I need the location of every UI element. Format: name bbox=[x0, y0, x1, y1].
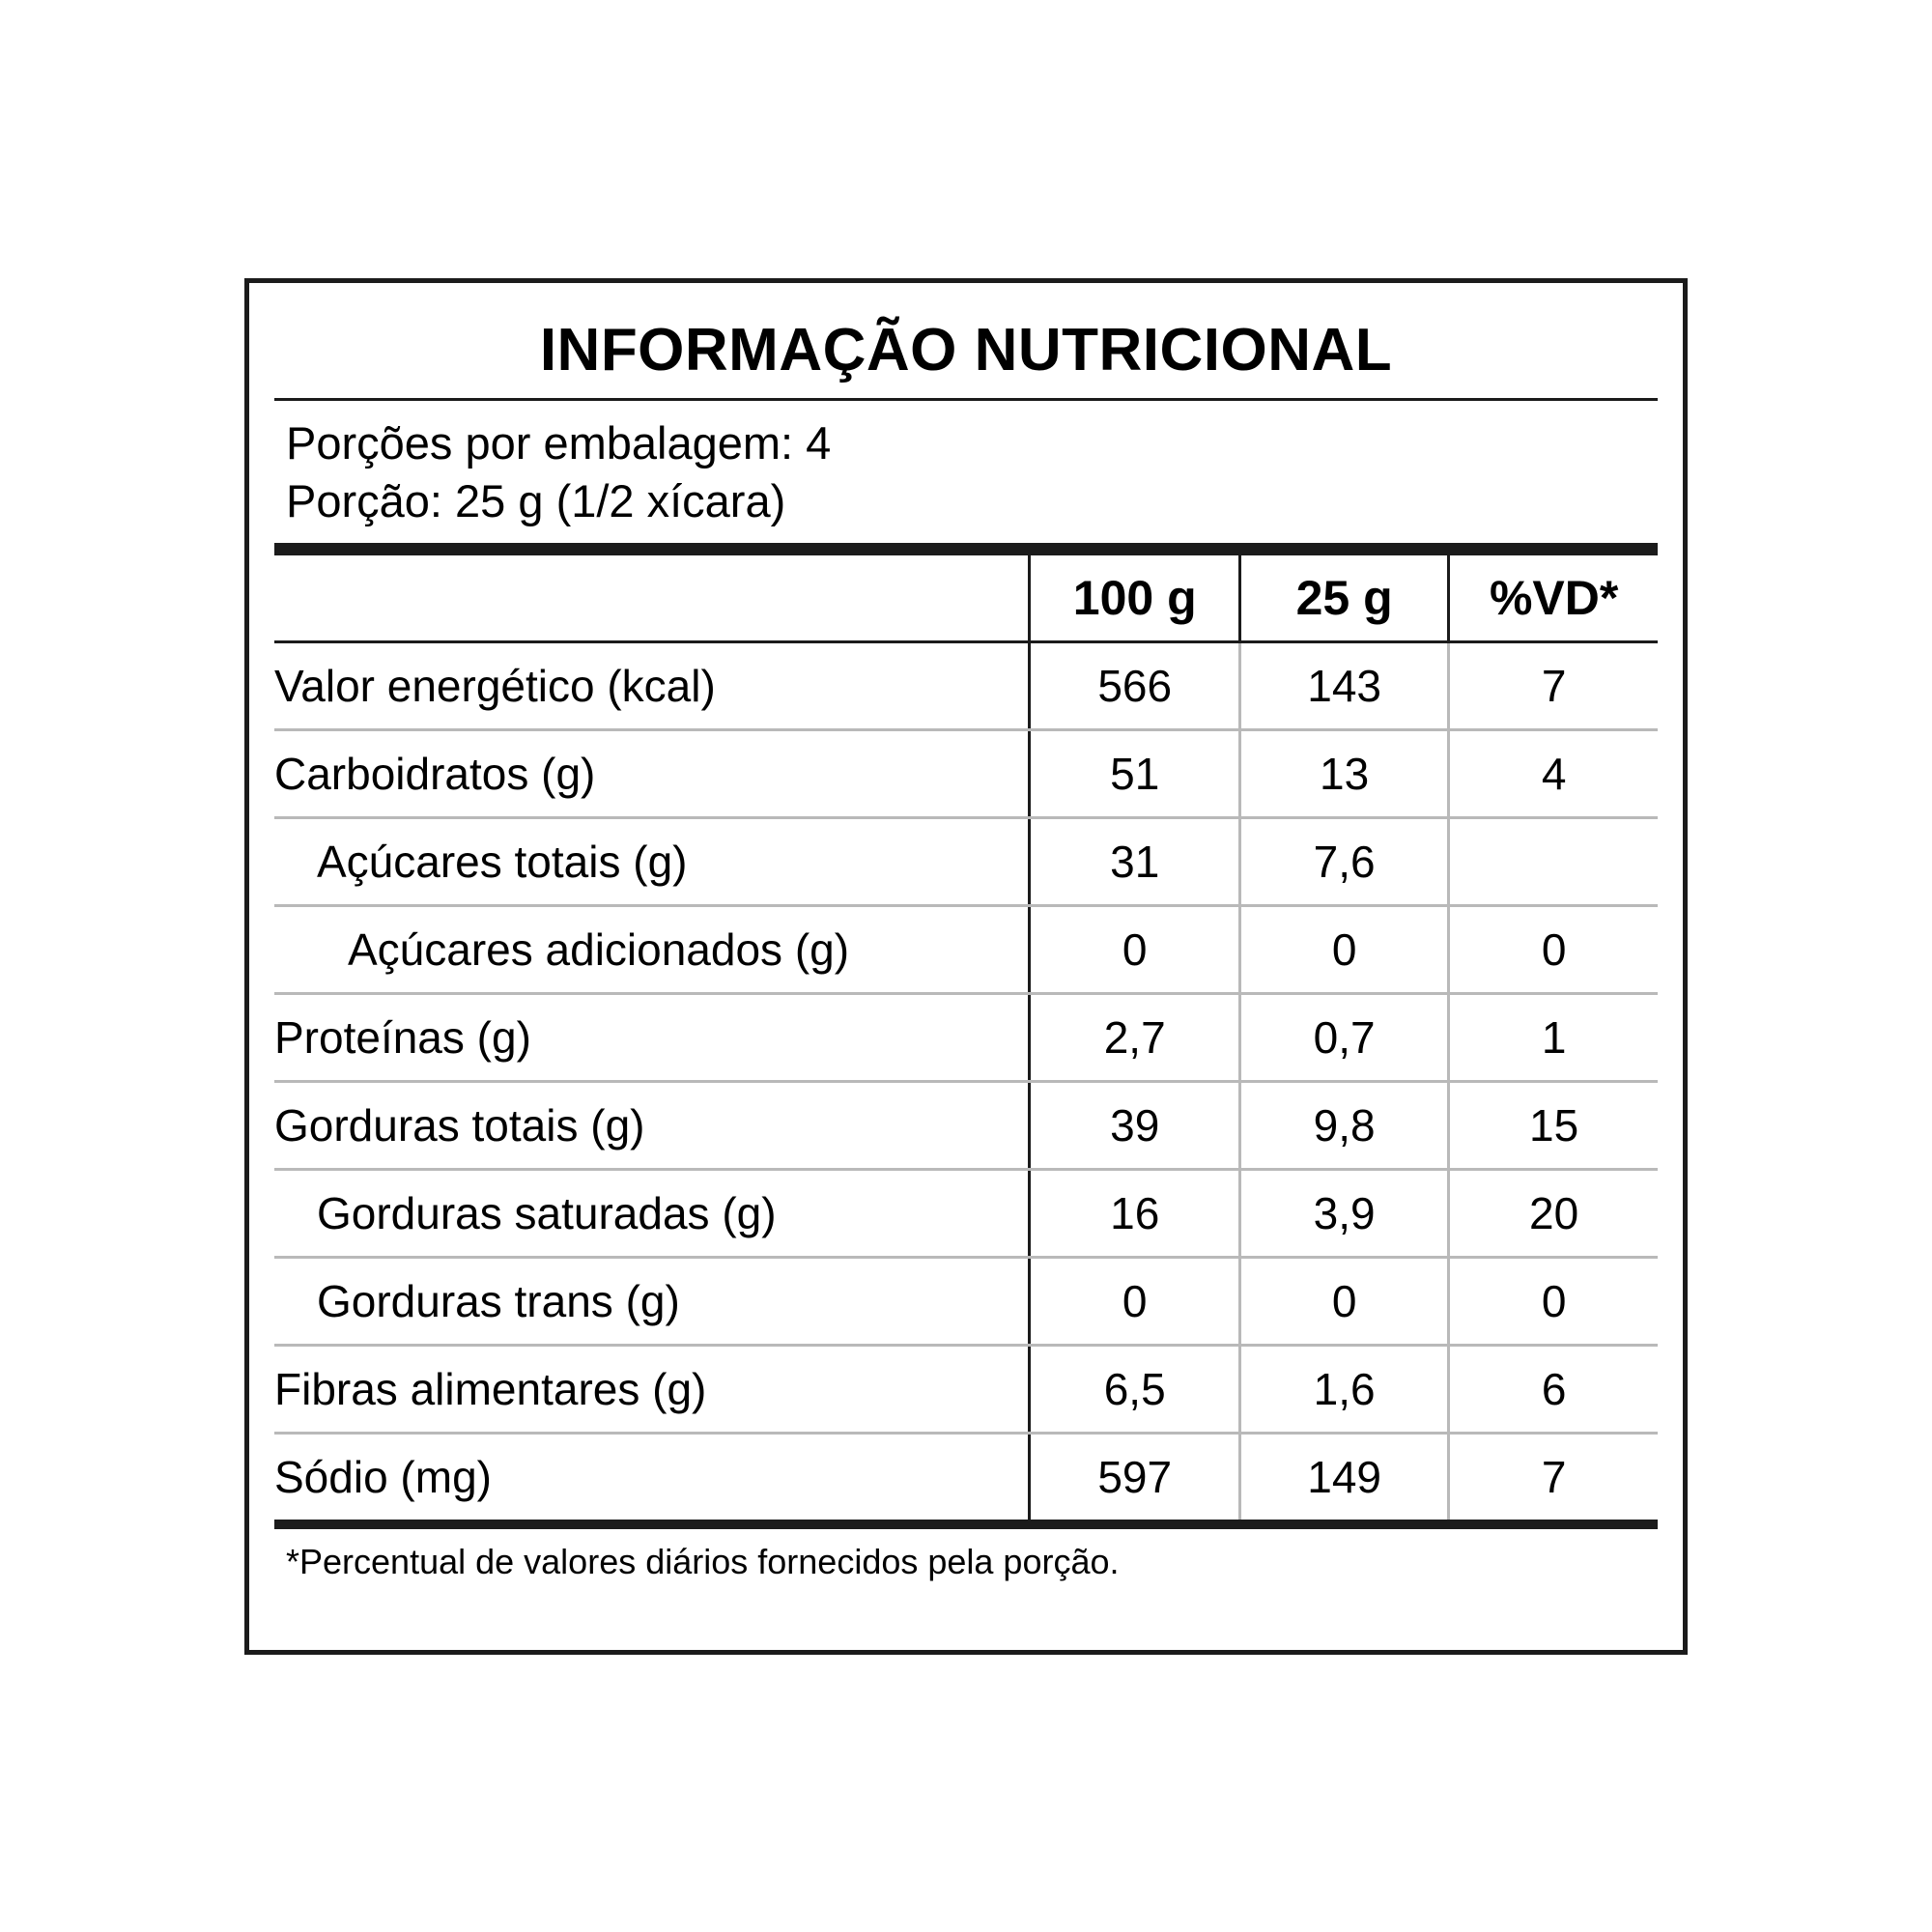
nutrient-name: Fibras alimentares (g) bbox=[274, 1345, 1030, 1433]
nutrient-per-portion: 13 bbox=[1240, 729, 1449, 817]
nutrient-per-100g: 2,7 bbox=[1030, 993, 1240, 1081]
table-row bbox=[274, 817, 1658, 905]
nutrient-per-100g: 39 bbox=[1030, 1081, 1240, 1169]
nutrient-per-100g: 51 bbox=[1030, 729, 1240, 817]
table-header-row bbox=[274, 555, 1658, 642]
nutrient-per-100g: 31 bbox=[1030, 817, 1240, 905]
table-row bbox=[274, 1169, 1658, 1257]
nutrition-facts-label bbox=[244, 278, 1688, 1655]
serving-info bbox=[274, 401, 1658, 542]
nutrient-per-portion: 7,6 bbox=[1240, 817, 1449, 905]
table-row bbox=[274, 1081, 1658, 1169]
nutrient-dv: 4 bbox=[1449, 729, 1658, 817]
column-header-per-100g: 100 g bbox=[1030, 555, 1240, 642]
table-row bbox=[274, 1433, 1658, 1520]
nutrient-dv: 15 bbox=[1449, 1081, 1658, 1169]
servings-per-package: Porções por embalagem: 4 bbox=[286, 417, 832, 469]
nutrient-per-100g: 0 bbox=[1030, 905, 1240, 993]
nutrient-dv: 0 bbox=[1449, 1257, 1658, 1345]
nutrient-name: Açúcares adicionados (g) bbox=[274, 905, 1030, 993]
nutrient-name: Gorduras totais (g) bbox=[274, 1081, 1030, 1169]
nutrient-name: Gorduras trans (g) bbox=[274, 1257, 1030, 1345]
table-row bbox=[274, 641, 1658, 729]
nutrient-name: Valor energético (kcal) bbox=[274, 641, 1030, 729]
nutrient-dv: 1 bbox=[1449, 993, 1658, 1081]
nutrient-per-100g: 0 bbox=[1030, 1257, 1240, 1345]
nutrient-name: Carboidratos (g) bbox=[274, 729, 1030, 817]
nutrient-name: Gorduras saturadas (g) bbox=[274, 1169, 1030, 1257]
nutrient-name: Sódio (mg) bbox=[274, 1451, 492, 1502]
nutrient-per-portion: 0,7 bbox=[1240, 993, 1449, 1081]
serving-size: Porção: 25 g (1/2 xícara) bbox=[286, 475, 786, 527]
table-row bbox=[274, 729, 1658, 817]
label-title: INFORMAÇÃO NUTRICIONAL bbox=[539, 317, 1393, 384]
column-header-per-portion: 25 g bbox=[1240, 555, 1449, 642]
table-row bbox=[274, 993, 1658, 1081]
table-row bbox=[274, 905, 1658, 993]
column-header-dv: %VD* bbox=[1449, 555, 1658, 642]
nutrient-per-portion: 3,9 bbox=[1240, 1169, 1449, 1257]
serving-info-divider bbox=[274, 543, 1658, 555]
nutrient-dv bbox=[1449, 817, 1658, 905]
nutrient-per-portion: 1,6 bbox=[1240, 1345, 1449, 1433]
nutrient-dv: 7 bbox=[1449, 1433, 1658, 1520]
nutrient-per-100g: 16 bbox=[1030, 1169, 1240, 1257]
nutrient-dv: 6 bbox=[1449, 1345, 1658, 1433]
nutrient-dv: 20 bbox=[1449, 1169, 1658, 1257]
table-bottom-divider bbox=[274, 1520, 1658, 1529]
nutrient-per-portion: 0 bbox=[1240, 1257, 1449, 1345]
table-row bbox=[274, 1257, 1658, 1345]
table-row bbox=[274, 1345, 1658, 1433]
nutrient-per-100g: 566 bbox=[1030, 641, 1240, 729]
nutrient-per-portion: 0 bbox=[1240, 905, 1449, 993]
nutrient-per-portion: 9,8 bbox=[1240, 1081, 1449, 1169]
nutrient-name: Proteínas (g) bbox=[274, 993, 1030, 1081]
column-header-nutrient bbox=[274, 555, 1030, 642]
nutrient-per-100g: 6,5 bbox=[1030, 1345, 1240, 1433]
nutrient-per-100g: 597 bbox=[1030, 1433, 1240, 1520]
nutrient-per-portion: 149 bbox=[1240, 1433, 1449, 1520]
nutrient-name: Açúcares totais (g) bbox=[274, 817, 1030, 905]
nutrition-table bbox=[274, 555, 1658, 1520]
dv-footnote: *Percentual de valores diários fornecidos pela porção. bbox=[286, 1541, 1120, 1581]
nutrient-dv: 0 bbox=[1449, 905, 1658, 993]
nutrient-dv: 7 bbox=[1449, 641, 1658, 729]
label-inner bbox=[274, 306, 1658, 1627]
nutrient-per-portion: 143 bbox=[1240, 641, 1449, 729]
